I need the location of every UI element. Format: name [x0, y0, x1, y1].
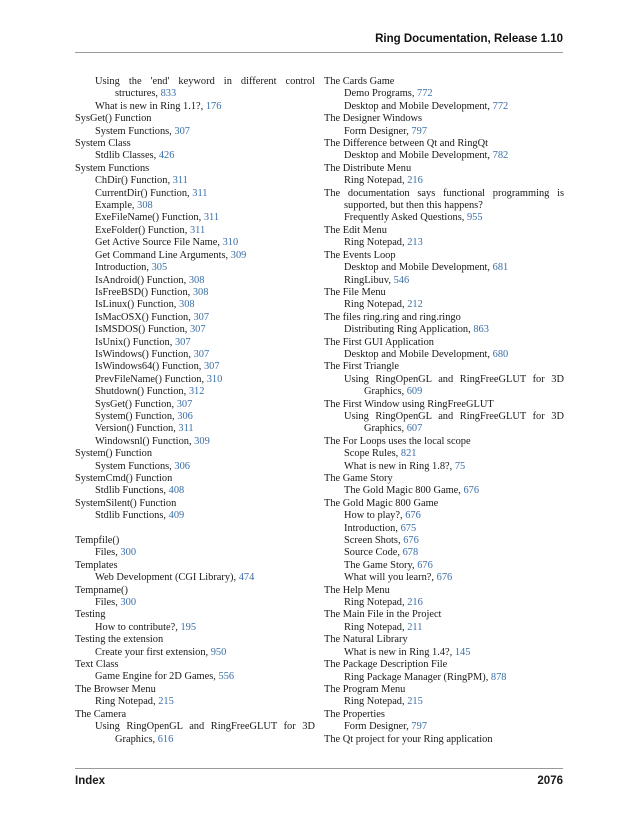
- index-subentry: [324, 485, 564, 497]
- index-subentry: [324, 672, 564, 684]
- index-term: [324, 250, 564, 262]
- index-term: [324, 312, 564, 324]
- index-subentry: [75, 399, 315, 411]
- entry-text: Desktop and Mobile Development,: [344, 262, 491, 274]
- page-link[interactable]: 300: [120, 547, 137, 559]
- index-term: [324, 225, 564, 237]
- index-subentry: [75, 411, 315, 423]
- page-link[interactable]: 195: [180, 621, 197, 633]
- index-subentry: [75, 374, 315, 386]
- index-subentry: [75, 622, 315, 634]
- index-subentry: [75, 337, 315, 349]
- index-subentry: [324, 523, 564, 535]
- entry-text: IsMSDOS() Function,: [95, 324, 188, 336]
- entry-text: SystemSilent() Function: [75, 497, 177, 509]
- index-term: [75, 448, 315, 460]
- entry-text: Stdlib Classes,: [95, 150, 157, 162]
- index-subentry: [75, 423, 315, 435]
- page-link[interactable]: 312: [188, 386, 205, 398]
- page-link[interactable]: 308: [137, 200, 153, 212]
- entry-text: The For Loops uses the local scope: [324, 435, 471, 447]
- page-link[interactable]: 306: [174, 460, 190, 472]
- entry-text: Desktop and Mobile Development,: [344, 348, 491, 360]
- entry-text: What is new in Ring 1.4?,: [344, 646, 453, 658]
- index-term: [75, 634, 315, 646]
- index-term: [75, 709, 315, 721]
- entry-text: Demo Programs,: [344, 88, 415, 100]
- page-link[interactable]: 772: [417, 88, 433, 100]
- page-link[interactable]: 878: [490, 671, 507, 683]
- entry-text: The Game Story,: [344, 559, 415, 571]
- index-subentry: [324, 88, 564, 100]
- entry-text: Game Engine for 2D Games,: [95, 671, 216, 683]
- entry-text: What will you learn?,: [344, 572, 435, 584]
- page-link[interactable]: 607: [406, 423, 423, 435]
- index-subentry: [324, 324, 564, 336]
- entry-text: Frequently Asked Questions,: [344, 212, 465, 224]
- index-term: [324, 399, 564, 411]
- entry-text: The Qt project for your Ring application: [324, 733, 493, 745]
- index-subentry: [75, 696, 315, 708]
- page-link[interactable]: 676: [436, 572, 453, 584]
- entry-text: Scope Rules,: [344, 448, 399, 460]
- page-link[interactable]: 680: [492, 348, 509, 360]
- entry-text: The File Menu: [324, 286, 386, 298]
- index-term: [75, 498, 315, 510]
- entry-text: Desktop and Mobile Development,: [344, 100, 491, 112]
- entry-text: The Gold Magic 800 Game,: [344, 485, 461, 497]
- page-link[interactable]: 309: [230, 249, 247, 261]
- footer-section: Index: [75, 775, 106, 787]
- page-link[interactable]: 821: [400, 448, 417, 460]
- page-link[interactable]: 307: [193, 311, 210, 323]
- entry-text: The Events Loop: [324, 249, 396, 261]
- index-subentry: [75, 647, 315, 659]
- page-link[interactable]: 833: [160, 88, 177, 100]
- index-subentry: [75, 349, 315, 361]
- index-subentry: [324, 547, 564, 559]
- entry-text: Templates: [75, 559, 118, 571]
- page-link[interactable]: 215: [407, 696, 423, 708]
- page-link[interactable]: 676: [463, 485, 480, 497]
- page-link[interactable]: 609: [406, 386, 423, 398]
- entry-text: CurrentDir() Function,: [95, 187, 190, 199]
- index-term: [324, 709, 564, 721]
- entry-text: IsMacOSX() Function,: [95, 311, 191, 323]
- index-subentry: [324, 275, 564, 287]
- page-link[interactable]: 863: [473, 324, 489, 336]
- page-link[interactable]: 678: [402, 547, 419, 559]
- entry-text: Files,: [95, 547, 118, 559]
- page-link[interactable]: 213: [407, 237, 423, 249]
- index-term: [324, 634, 564, 646]
- index-subentry: [324, 696, 564, 708]
- entry-text: IsLinux() Function,: [95, 299, 177, 311]
- entry-text: Get Active Source File Name,: [95, 237, 220, 249]
- entry-text: SystemCmd() Function: [75, 473, 173, 484]
- index-term: [324, 113, 564, 125]
- entry-text: Form Designer,: [344, 125, 409, 137]
- entry-text: Version() Function,: [95, 423, 176, 435]
- index-subentry: [75, 436, 315, 448]
- entry-text: Using RingOpenGL and RingFreeGLUT for 3D Graphics,: [344, 410, 564, 435]
- index-term: [324, 287, 564, 299]
- index-subentry: [75, 212, 315, 224]
- index-subentry: [324, 721, 564, 733]
- page-link[interactable]: 311: [192, 187, 208, 199]
- entry-text: System Functions,: [95, 460, 172, 472]
- entry-text: The Designer Windows: [324, 113, 423, 125]
- entry-text: The Package Description File: [324, 659, 448, 671]
- header-rule: [75, 52, 563, 53]
- index-term: [324, 163, 564, 175]
- index-subentry: [75, 312, 315, 324]
- page-link[interactable]: 782: [492, 150, 509, 162]
- entry-text: Using RingOpenGL and RingFreeGLUT for 3D Graphics,: [344, 373, 564, 398]
- entry-text: Web Development (CGI Library),: [95, 572, 237, 584]
- index-term: [324, 76, 564, 88]
- index-subentry: [75, 101, 315, 113]
- entry-text: Form Designer,: [344, 721, 409, 733]
- page-link[interactable]: 211: [407, 621, 423, 633]
- page-link[interactable]: 212: [407, 299, 423, 311]
- entry-text: Using RingOpenGL and RingFreeGLUT for 3D Graphics,: [95, 721, 315, 745]
- entry-text: ExeFolder() Function,: [95, 224, 188, 236]
- page-link[interactable]: 955: [466, 212, 483, 224]
- page-link[interactable]: 310: [222, 237, 239, 249]
- entry-text: Ring Notepad,: [344, 175, 405, 187]
- entry-text: System Functions,: [95, 125, 172, 137]
- index-term: [75, 473, 315, 485]
- index-subentry: [75, 299, 315, 311]
- page-link[interactable]: 797: [411, 125, 428, 137]
- page-link[interactable]: 616: [157, 733, 174, 745]
- entry-text: Testing: [75, 609, 106, 621]
- index-term: [324, 436, 564, 448]
- entry-text: Ring Notepad,: [344, 299, 405, 311]
- index-column-right: [324, 76, 564, 746]
- entry-text: How to play?,: [344, 510, 403, 522]
- index-term: [75, 535, 315, 547]
- entry-text: The Help Menu: [324, 584, 390, 596]
- entry-text: Introduction,: [344, 522, 398, 534]
- index-term: [324, 585, 564, 597]
- index-subentry: [324, 126, 564, 138]
- entry-text: Windowsnl() Function,: [95, 435, 192, 447]
- index-subentry: [75, 262, 315, 274]
- page-link[interactable]: 681: [492, 262, 509, 274]
- index-term: [324, 684, 564, 696]
- page-link[interactable]: 307: [193, 348, 210, 360]
- entry-text: RingLibuv,: [344, 274, 391, 286]
- entry-text: The Program Menu: [324, 683, 406, 695]
- entry-text: Distributing Ring Application,: [344, 324, 471, 336]
- index-subentry: [75, 572, 315, 584]
- index-subentry: [75, 485, 315, 497]
- index-subentry: [75, 721, 315, 746]
- entry-text: The Natural Library: [324, 634, 408, 646]
- page-link[interactable]: 676: [417, 559, 433, 571]
- index-subentry: [75, 287, 315, 299]
- entry-text: IsFreeBSD() Function,: [95, 286, 191, 298]
- page-link[interactable]: 309: [194, 435, 210, 447]
- entry-text: The Main File in the Project: [324, 609, 442, 621]
- entry-text: System() Function: [75, 448, 153, 460]
- index-term: [75, 163, 315, 175]
- entry-text: Desktop and Mobile Development,: [344, 150, 491, 162]
- index-subentry: [324, 622, 564, 634]
- entry-text: The Browser Menu: [75, 683, 156, 695]
- page-link[interactable]: 950: [210, 646, 227, 658]
- index-term: [75, 138, 315, 150]
- entry-text: Ring Notepad,: [344, 597, 405, 609]
- index-subentry: [75, 671, 315, 683]
- page-link[interactable]: 306: [177, 410, 193, 422]
- entry-text: What is new in Ring 1.1?,: [95, 100, 204, 112]
- page-link[interactable]: 556: [218, 671, 235, 683]
- entry-text: Get Command Line Arguments,: [95, 249, 229, 261]
- index-term: [324, 734, 564, 746]
- entry-text: Text Class: [75, 659, 119, 671]
- index-subentry: [75, 200, 315, 212]
- index-subentry: [75, 324, 315, 336]
- index-term: [324, 188, 564, 213]
- page-link[interactable]: 216: [407, 175, 423, 187]
- index-column-left: [75, 76, 315, 746]
- entry-text: The documentation says functional programming is supported, but then this happens?: [324, 187, 564, 212]
- index-subentry: [75, 510, 315, 522]
- page-link[interactable]: 176: [205, 100, 222, 112]
- index-term: [75, 659, 315, 671]
- entry-text: Shutdown() Function,: [95, 386, 187, 398]
- index-subentry: [75, 225, 315, 237]
- entry-text: The Edit Menu: [324, 224, 387, 236]
- page-link[interactable]: 772: [492, 100, 509, 112]
- index-term: [324, 609, 564, 621]
- entry-text: The Cards Game: [324, 76, 395, 87]
- index-term: [324, 498, 564, 510]
- index-subentry: [75, 188, 315, 200]
- page-link[interactable]: 75: [454, 460, 466, 472]
- entry-text: System() Function,: [95, 410, 175, 422]
- index-subentry: [324, 262, 564, 274]
- page-link[interactable]: 305: [151, 262, 168, 274]
- entry-text: The Distribute Menu: [324, 162, 412, 174]
- index-subentry: [75, 461, 315, 473]
- entry-text: Ring Notepad,: [344, 621, 405, 633]
- index-term: [75, 684, 315, 696]
- page-link[interactable]: 308: [188, 274, 205, 286]
- entry-text: IsWindows() Function,: [95, 348, 191, 360]
- index-subentry: [324, 237, 564, 249]
- page-link[interactable]: 216: [407, 597, 423, 609]
- footer-rule: [75, 768, 563, 769]
- page-link[interactable]: 797: [411, 721, 428, 733]
- index-subentry: [324, 175, 564, 187]
- index-subentry: [324, 150, 564, 162]
- index-term: [75, 609, 315, 621]
- entry-text: How to contribute?,: [95, 621, 178, 633]
- entry-text: Ring Notepad,: [344, 696, 405, 708]
- entry-text: The First Triangle: [324, 361, 400, 373]
- entry-text: The Gold Magic 800 Game: [324, 497, 439, 509]
- entry-text: Using the 'end' keyword in different control structures,: [95, 76, 315, 100]
- footer-page-number: 2076: [537, 775, 563, 787]
- entry-text: ExeFileName() Function,: [95, 212, 202, 224]
- page-link[interactable]: 215: [158, 696, 174, 708]
- index-subentry: [75, 175, 315, 187]
- entry-text: Stdlib Functions,: [95, 510, 167, 522]
- page-link[interactable]: 311: [172, 175, 188, 187]
- entry-text: The Properties: [324, 708, 385, 720]
- entry-text: SysGet() Function,: [95, 398, 175, 410]
- entry-text: Example,: [95, 200, 135, 212]
- entry-text: Source Code,: [344, 547, 400, 559]
- index-subentry: [324, 299, 564, 311]
- entry-text: Ring Notepad,: [344, 237, 405, 249]
- page-link[interactable]: 307: [176, 398, 193, 410]
- entry-text: Create your first extension,: [95, 646, 209, 658]
- entry-text: Files,: [95, 597, 118, 609]
- index-subentry: [324, 597, 564, 609]
- entry-text: Testing the extension: [75, 634, 164, 646]
- entry-text: SysGet() Function: [75, 113, 152, 125]
- page-link[interactable]: 307: [174, 125, 190, 137]
- index-term: [75, 560, 315, 572]
- index-subentry: [324, 560, 564, 572]
- entry-text: The Camera: [75, 708, 127, 720]
- index-term: [324, 361, 564, 373]
- index-term: [75, 585, 315, 597]
- page-link[interactable]: 474: [238, 572, 255, 584]
- index-subentry: [75, 547, 315, 559]
- entry-text: IsUnix() Function,: [95, 336, 173, 348]
- index-subentry: [75, 126, 315, 138]
- index-subentry: [75, 361, 315, 373]
- index-subentry: [75, 597, 315, 609]
- entry-text: ChDir() Function,: [95, 175, 171, 187]
- index-subentry: [324, 535, 564, 547]
- entry-text: Screen Shots,: [344, 535, 401, 547]
- entry-text: The files ring.ring and ring.ringo: [324, 311, 461, 323]
- index-subentry: [324, 448, 564, 460]
- page-link[interactable]: 308: [192, 286, 209, 298]
- index-subentry: [324, 572, 564, 584]
- page-link[interactable]: 408: [168, 485, 185, 497]
- page-link[interactable]: 546: [393, 274, 410, 286]
- entry-text: Ring Notepad,: [95, 696, 156, 708]
- page-link[interactable]: 307: [203, 361, 220, 373]
- index-subentry: [75, 237, 315, 249]
- index-subentry: [324, 212, 564, 224]
- entry-text: The First Window using RingFreeGLUT: [324, 398, 494, 410]
- page-link[interactable]: 300: [120, 597, 137, 609]
- index-subentry: [324, 647, 564, 659]
- index-subentry: [75, 386, 315, 398]
- page-link[interactable]: 311: [178, 423, 194, 435]
- entry-text: System Functions: [75, 162, 150, 174]
- index-subentry: [75, 250, 315, 262]
- entry-text: The First GUI Application: [324, 336, 434, 348]
- index-subentry: [324, 461, 564, 473]
- page-link[interactable]: 676: [403, 535, 419, 547]
- page-link[interactable]: 307: [189, 324, 206, 336]
- index-subentry: [324, 101, 564, 113]
- entry-text: IsAndroid() Function,: [95, 274, 187, 286]
- entry-text: Stdlib Functions,: [95, 485, 167, 497]
- index-term: [324, 138, 564, 150]
- entry-text: Introduction,: [95, 262, 149, 274]
- page-link[interactable]: 409: [168, 510, 185, 522]
- page-link[interactable]: 311: [203, 212, 220, 224]
- entry-text: Tempfile(): [75, 535, 120, 547]
- entry-text: PrevFileName() Function,: [95, 373, 205, 385]
- index-term: [75, 113, 315, 125]
- index-subentry: [75, 275, 315, 287]
- index-subentry: [324, 411, 564, 436]
- index-subentry: [75, 150, 315, 162]
- page-link[interactable]: 311: [189, 224, 206, 236]
- entry-text: Tempname(): [75, 584, 128, 596]
- index-subentry: [324, 374, 564, 399]
- entry-text: Ring Package Manager (RingPM),: [344, 671, 489, 683]
- index-subentry: [324, 510, 564, 522]
- entry-text: IsWindows64() Function,: [95, 361, 202, 373]
- index-term: [324, 473, 564, 485]
- index-term: [324, 659, 564, 671]
- entry-text: What is new in Ring 1.8?,: [344, 460, 453, 472]
- entry-text: System Class: [75, 138, 131, 150]
- page-link[interactable]: 310: [206, 373, 223, 385]
- index-subentry: [324, 349, 564, 361]
- index-subentry: [75, 76, 315, 101]
- entry-text: The Difference between Qt and RingQt: [324, 138, 488, 150]
- page-link[interactable]: 307: [174, 336, 191, 348]
- running-header: Ring Documentation, Release 1.10: [375, 33, 563, 45]
- entry-text: The Game Story: [324, 473, 393, 484]
- page-link[interactable]: 308: [179, 299, 195, 311]
- index-term: [324, 337, 564, 349]
- page-link[interactable]: 145: [454, 646, 471, 658]
- page-link[interactable]: 426: [158, 150, 175, 162]
- page-link[interactable]: 675: [400, 522, 417, 534]
- page-link[interactable]: 676: [405, 510, 421, 522]
